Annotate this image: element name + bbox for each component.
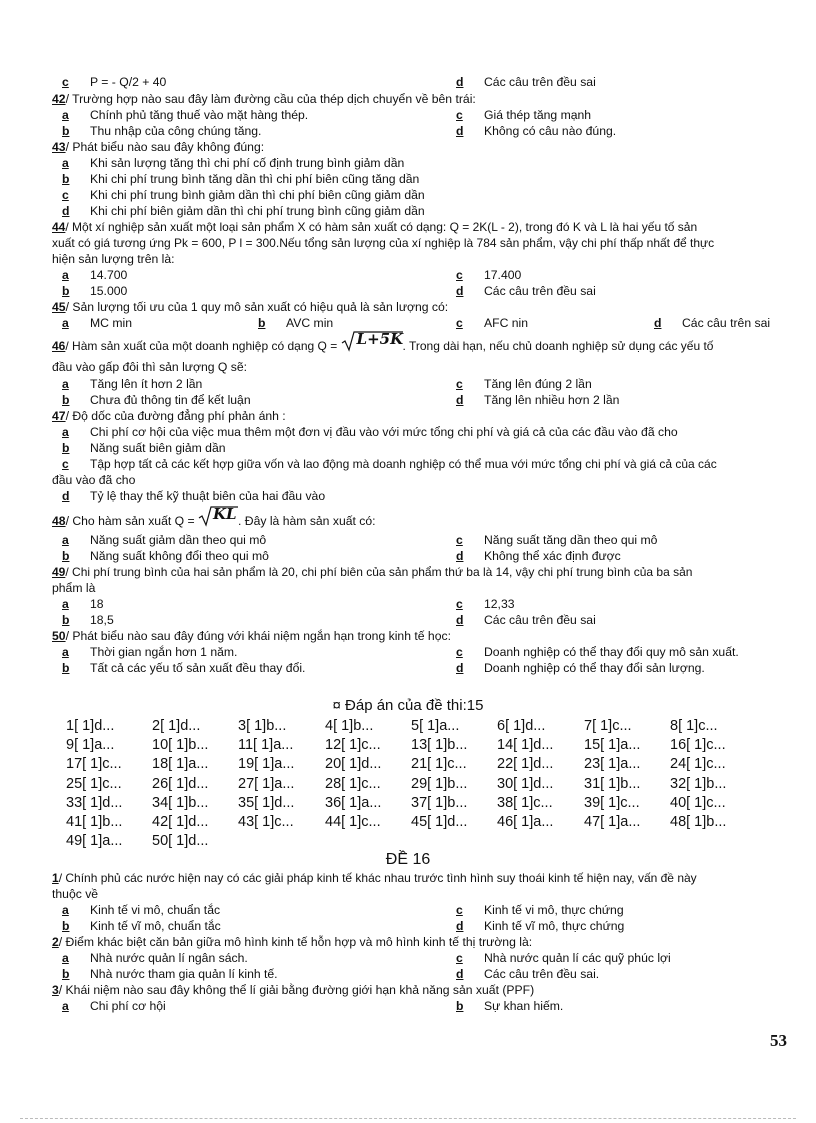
- page-number: 53: [770, 1031, 787, 1050]
- q47-option-d: d Tỷ lệ thay thế kỹ thuật biên của hai đầu vào: [62, 489, 326, 503]
- answer-item: 39[ 1]c...: [584, 794, 640, 811]
- answer-item: 11[ 1]a...: [238, 737, 294, 754]
- q48-stem: 48/ Cho hàm sản xuất Q = KL . Đây là hàm sản xuất có:: [52, 505, 376, 529]
- answer-item: 46[ 1]a...: [497, 814, 554, 830]
- answer-item: 6[ 1]d...: [497, 718, 546, 734]
- answer-item: 10[ 1]b...: [152, 737, 209, 754]
- q43-option-b: b Khi chi phí trung bình tăng dần thì chi phí biên cũng tăng dần: [62, 172, 420, 186]
- q49-option-b: b 18,5: [62, 613, 114, 627]
- answer-item: 9[ 1]a...: [66, 737, 115, 754]
- section-title-de16: ĐỀ 16: [385, 851, 431, 868]
- d16q3-stem: 3/ Khái niệm nào sau đây không thể lí giải bằng đường giới hạn khả năng sản xuất (PPF): [52, 983, 535, 997]
- q42-option-d: d Không có câu nào đúng.: [456, 124, 617, 138]
- answer-item: 27[ 1]a...: [238, 775, 295, 792]
- q45-option-c: c AFC nin: [456, 316, 529, 330]
- q46-stem-line2: đầu vào gấp đôi thì sản lượng Q sẽ:: [52, 360, 248, 374]
- answer-item: 5[ 1]a...: [411, 718, 460, 734]
- answer-item: 41[ 1]b...: [66, 814, 123, 830]
- answer-item: 8[ 1]c...: [670, 718, 718, 734]
- q49-stem-line2: phẩm là: [52, 581, 96, 595]
- answer-item: 19[ 1]a...: [238, 756, 295, 773]
- q45-option-a: a MC min: [62, 316, 132, 330]
- answer-item: 44[ 1]c...: [325, 814, 381, 830]
- answer-item: 13[ 1]b...: [411, 737, 468, 754]
- d16q2-option-b: b Nhà nước tham gia quản lí kinh tế.: [62, 967, 278, 981]
- q48-option-d: d Không thể xác định được: [456, 549, 621, 563]
- d16q2-stem: 2/ Điểm khác biệt căn bản giữa mô hình kinh tế hỗn hợp và mô hình kinh tế thị trường là:: [52, 935, 533, 949]
- q42-option-b: b Thu nhập của công chúng tăng.: [62, 124, 262, 138]
- answer-item: 38[ 1]c...: [497, 794, 553, 811]
- q44-stem-line3: hiện sản lượng trên là:: [52, 252, 175, 266]
- q46-stem-line1: 46/ Hàm sản xuất của một doanh nghiệp có dạng Q = L+5K . Trong dài hạn, nếu chủ doanh nghiệp sử dụng các yếu tố: [52, 330, 714, 354]
- q48-option-c: c Năng suất tăng dần theo qui mô: [456, 533, 658, 547]
- q41-option-d: d Các câu trên đều sai: [456, 75, 596, 89]
- d16q2-option-c: c Nhà nước quản lí các quỹ phúc lợi: [456, 951, 671, 965]
- d16q1-stem-line1: 1/ Chính phủ các nước hiện nay có các giải pháp kinh tế khác nhau trước tình hình suy thoái kinh tế hiện nay, vấn đề này: [52, 871, 697, 885]
- answer-item: 48[ 1]b...: [670, 814, 727, 830]
- q46-option-b: b Chưa đủ thông tin để kết luận: [62, 393, 251, 407]
- answer-item: 17[ 1]c...: [66, 756, 122, 773]
- answer-item: 36[ 1]a...: [325, 794, 382, 811]
- answer-item: 23[ 1]a...: [584, 756, 641, 773]
- q46-option-d: d Tăng lên nhiều hơn 2 lần: [456, 393, 620, 407]
- answer-item: 20[ 1]d...: [325, 756, 382, 773]
- q47-option-c: c Tập hợp tất cả các kết hợp giữa vốn và lao động mà doanh nghiệp có thể mua với mức tổng chi phí và giá cả của các: [62, 457, 717, 471]
- q47-option-c-cont: đầu vào đã cho: [52, 473, 136, 487]
- answer-item: 7[ 1]c...: [584, 718, 632, 734]
- q41-option-c: c P = - Q/2 + 40: [62, 75, 167, 89]
- answer-key-title: ¤ Đáp án của đề thi:15: [332, 697, 484, 714]
- q48-option-b: b Năng suất không đổi theo qui mô: [62, 549, 269, 563]
- q44-stem-line1: 44/ Một xí nghiệp sản xuất một loại sản phẩm X có hàm sản xuất có dạng: Q = 2K(L - 2), trong đó K và L là hai yếu tố sản: [52, 220, 698, 234]
- answer-item: 34[ 1]b...: [152, 794, 209, 811]
- q50-stem: 50/ Phát biểu nào sau đây đúng với khái niệm ngắn hạn trong kinh tế học:: [52, 629, 451, 643]
- q42-option-c: c Giá thép tăng mạnh: [456, 108, 592, 122]
- q46-option-c: c Tăng lên đúng 2 lần: [456, 377, 592, 391]
- q44-option-c: c 17.400: [456, 268, 522, 282]
- q48-formula-sqrt: KL: [198, 505, 238, 527]
- answer-item: 24[ 1]c...: [670, 756, 726, 773]
- d16q1-stem-line2: thuộc về: [52, 887, 99, 901]
- q47-option-a: a Chi phí cơ hội của việc mua thêm một đơn vị đầu vào với mức tổng chi phí và giá cả của các đầu vào đã cho: [62, 425, 678, 439]
- answer-item: 3[ 1]b...: [238, 718, 287, 734]
- q42-stem: 42/ Trường hợp nào sau đây làm đường cầu của thép dịch chuyển về bên trái:: [52, 92, 476, 106]
- answer-item: 25[ 1]c...: [66, 775, 122, 792]
- answer-item: 1[ 1]d...: [66, 718, 115, 734]
- q44-option-d: d Các câu trên đều sai: [456, 284, 596, 298]
- q49-stem-line1: 49/ Chi phí trung bình của hai sản phẩm là 20, chi phí biên của sản phẩm thứ ba là 14, vậy chi phí trung bình của ba sản: [52, 565, 693, 579]
- answer-item: 4[ 1]b...: [325, 718, 374, 734]
- d16q2-option-d: d Các câu trên đều sai.: [456, 967, 600, 981]
- answer-item: 50[ 1]d...: [152, 833, 209, 850]
- answer-item: 2[ 1]d...: [152, 718, 201, 734]
- q45-stem: 45/ Sản lượng tối ưu của 1 quy mô sản xuất có hiệu quả là sản lượng có:: [52, 300, 449, 314]
- d16q1-option-d: d Kinh tế vĩ mô, thực chứng: [456, 919, 625, 933]
- q43-option-a: a Khi sản lượng tăng thì chi phí cố định trung bình giảm dần: [62, 156, 405, 170]
- answer-item: 12[ 1]c...: [325, 737, 381, 754]
- answer-item: 42[ 1]d...: [152, 814, 209, 830]
- d16q2-option-a: a Nhà nước quản lí ngân sách.: [62, 951, 248, 965]
- answer-item: 30[ 1]d...: [497, 775, 554, 792]
- answer-item: 32[ 1]b...: [670, 775, 727, 792]
- d16q3-option-a: a Chi phí cơ hội: [62, 999, 166, 1013]
- answer-item: 45[ 1]d...: [411, 814, 468, 830]
- q50-option-d: d Doanh nghiệp có thể thay đổi sản lượng.: [456, 661, 705, 675]
- d16q3-option-b: b Sự khan hiếm.: [456, 999, 564, 1013]
- q49-option-d: d Các câu trên đều sai: [456, 613, 596, 627]
- q42-option-a: a Chính phủ tăng thuế vào mặt hàng thép.: [62, 108, 309, 122]
- d16q1-option-a: a Kinh tế vi mô, chuẩn tắc: [62, 903, 221, 917]
- answer-item: 49[ 1]a...: [66, 833, 123, 850]
- answer-item: 35[ 1]d...: [238, 794, 295, 811]
- q43-option-c: c Khi chi phí trung bình giảm dần thì chi phí biên cũng giảm dần: [62, 188, 425, 202]
- answer-item: 21[ 1]c...: [411, 756, 467, 773]
- q44-option-b: b 15.000: [62, 284, 128, 298]
- answer-item: 31[ 1]b...: [584, 775, 641, 792]
- q50-option-a: a Thời gian ngắn hơn 1 năm.: [62, 645, 238, 659]
- q50-option-c: c Doanh nghiệp có thể thay đổi quy mô sản xuất.: [456, 645, 739, 659]
- q49-option-a: a 18: [62, 597, 104, 611]
- q43-option-d: d Khi chi phí biên giảm dần thì chi phí trung bình cũng giảm dần: [62, 204, 425, 218]
- q46-formula-sqrt: L+5K: [341, 330, 403, 352]
- answer-item: 37[ 1]b...: [411, 794, 468, 811]
- q44-stem-line2: xuất có giá tương ứng Pk = 600, P l = 300.Nếu tổng sản lượng của xí nghiệp là 784 sản phẩm, vậy chi phí thấp nhất để thực: [52, 236, 715, 250]
- q49-option-c: c 12,33: [456, 597, 515, 611]
- q46-option-a: a Tăng lên ít hơn 2 lần: [62, 377, 203, 391]
- answer-item: 22[ 1]d...: [497, 756, 554, 773]
- answer-item: 47[ 1]a...: [584, 814, 641, 830]
- answer-item: 14[ 1]d...: [497, 737, 554, 754]
- page-bottom-divider: [20, 1118, 796, 1119]
- answer-item: 28[ 1]c...: [325, 775, 381, 792]
- q48-option-a: a Năng suất giảm dần theo qui mô: [62, 533, 267, 547]
- q47-stem: 47/ Độ dốc của đường đẳng phí phản ánh :: [52, 409, 286, 423]
- answer-item: 29[ 1]b...: [411, 775, 468, 792]
- answer-item: 43[ 1]c...: [238, 814, 294, 830]
- q43-stem: 43/ Phát biểu nào sau đây không đúng:: [52, 140, 265, 154]
- q44-option-a: a 14.700: [62, 268, 128, 282]
- answer-item: 33[ 1]d...: [66, 794, 123, 811]
- answer-item: 40[ 1]c...: [670, 794, 726, 811]
- q45-option-d: d Các câu trên sai: [654, 316, 771, 330]
- d16q1-option-b: b Kinh tế vĩ mô, chuẩn tắc: [62, 919, 221, 933]
- d16q1-option-c: c Kinh tế vi mô, thực chứng: [456, 903, 624, 917]
- q45-option-b: b AVC min: [258, 316, 334, 330]
- answer-item: 26[ 1]d...: [152, 775, 209, 792]
- answer-item: 15[ 1]a...: [584, 737, 641, 754]
- q47-option-b: b Năng suất biên giảm dần: [62, 441, 226, 455]
- answer-item: 16[ 1]c...: [670, 737, 726, 754]
- answer-item: 18[ 1]a...: [152, 756, 209, 773]
- q50-option-b: b Tất cả các yếu tố sản xuất đều thay đổi.: [62, 661, 306, 675]
